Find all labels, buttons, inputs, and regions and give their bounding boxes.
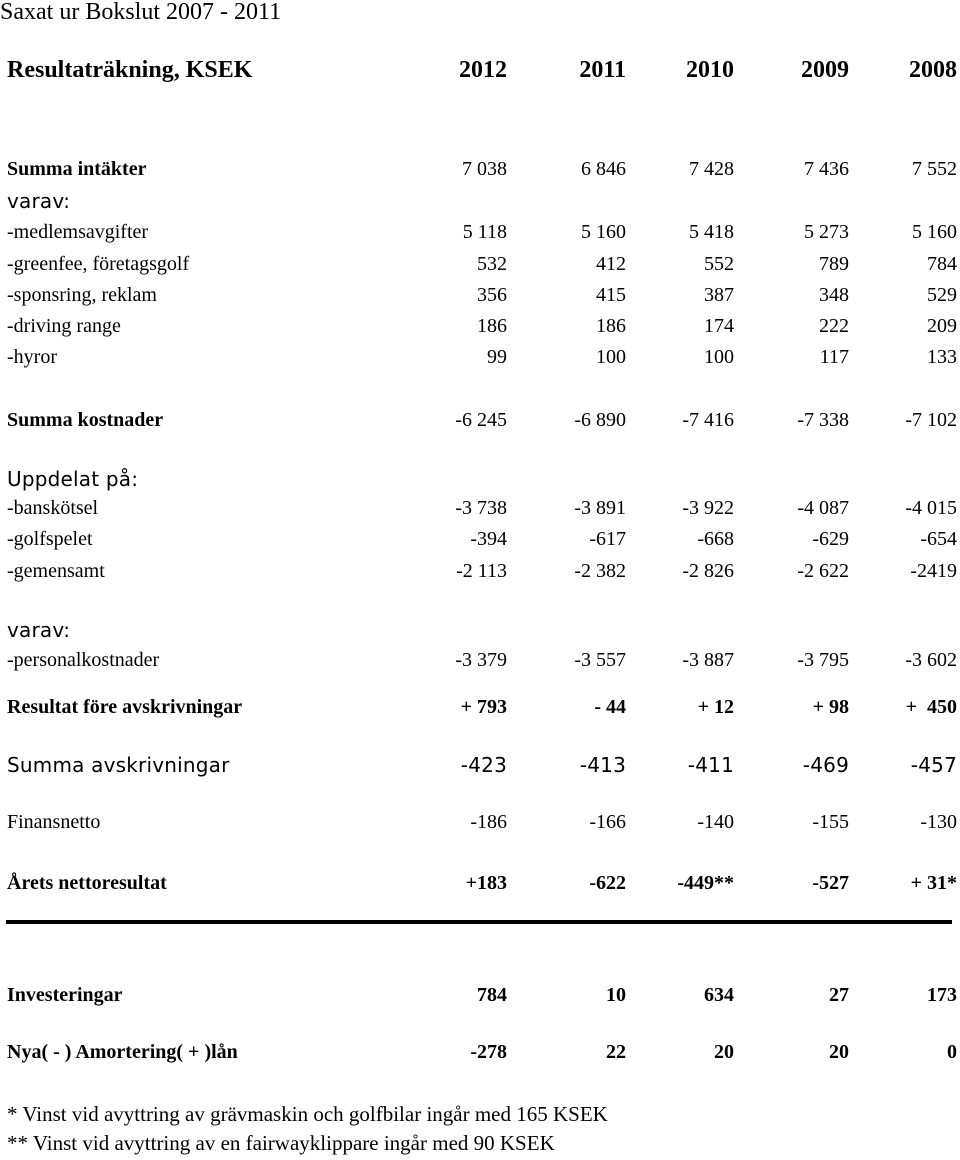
- cell-value: 529: [927, 284, 957, 306]
- cell-value: 117: [819, 346, 849, 368]
- row-label: -personalkostnader: [7, 649, 160, 671]
- footnote: * Vinst vid avyttring av grävmaskin och golfbilar ingår med 165 KSEK: [7, 1102, 608, 1126]
- row-label: varav:: [7, 189, 71, 213]
- row-label: varav:: [7, 618, 71, 642]
- year-header: 2010: [686, 57, 734, 83]
- cell-value: 5 273: [804, 221, 849, 243]
- cell-value: 415: [596, 284, 626, 306]
- row-label: -banskötsel: [7, 497, 99, 519]
- cell-value: 5 118: [462, 221, 507, 243]
- cell-value: 7 436: [804, 158, 849, 180]
- row-label: Årets nettoresultat: [7, 872, 167, 894]
- cell-value: + 450: [905, 696, 957, 718]
- cell-value: -4 087: [797, 497, 849, 519]
- cell-value: 5 160: [581, 221, 626, 243]
- table-row: [0, 751, 960, 779]
- cell-value: 552: [704, 253, 734, 275]
- table-header-label: Resultaträkning, KSEK: [7, 57, 253, 83]
- cell-value: -3 887: [682, 649, 734, 671]
- cell-value: 100: [704, 346, 734, 368]
- cell-value: 634: [704, 984, 734, 1006]
- cell-value: -423: [460, 753, 507, 777]
- table-row: [0, 187, 960, 215]
- cell-value: -413: [579, 753, 626, 777]
- cell-value: 784: [927, 253, 957, 275]
- year-header: 2012: [459, 57, 507, 83]
- cell-value: 20: [829, 1041, 849, 1063]
- cell-value: -617: [589, 528, 626, 550]
- row-label: Resultat före avskrivningar: [7, 696, 243, 718]
- table-row: [0, 343, 960, 371]
- cell-value: 5 160: [912, 221, 957, 243]
- cell-value: 412: [596, 253, 626, 275]
- cell-value: 186: [596, 315, 626, 337]
- row-label: -driving range: [7, 315, 121, 337]
- cell-value: 222: [819, 315, 849, 337]
- cell-value: -3 602: [905, 649, 957, 671]
- year-header: 2008: [909, 57, 957, 83]
- cell-value: -140: [697, 811, 734, 833]
- cell-value: +183: [465, 872, 507, 894]
- table-row: [0, 281, 960, 309]
- cell-value: -622: [589, 872, 626, 894]
- row-label: Uppdelat på:: [7, 467, 139, 491]
- cell-value: -2419: [910, 560, 957, 582]
- table-row: [0, 312, 960, 340]
- cell-value: 348: [819, 284, 849, 306]
- cell-value: 100: [596, 346, 626, 368]
- cell-value: 133: [927, 346, 957, 368]
- cell-value: -2 622: [797, 560, 849, 582]
- table-row: [0, 616, 960, 644]
- cell-value: + 12: [697, 696, 734, 718]
- table-row: [0, 465, 960, 493]
- cell-value: -7 416: [682, 409, 734, 431]
- cell-value: -2 826: [682, 560, 734, 582]
- footnote: ** Vinst vid avyttring av en fairwayklippare ingår med 90 KSEK: [7, 1131, 555, 1155]
- cell-value: 789: [819, 253, 849, 275]
- cell-value: + 98: [812, 696, 849, 718]
- cell-value: 209: [927, 315, 957, 337]
- cell-value: -668: [697, 528, 734, 550]
- row-label: Summa avskrivningar: [7, 753, 230, 777]
- cell-value: -527: [812, 872, 849, 894]
- row-label: Nya( - ) Amortering( + )lån: [7, 1041, 238, 1063]
- cell-value: -7 338: [797, 409, 849, 431]
- cell-value: 7 552: [912, 158, 957, 180]
- cell-value: 387: [704, 284, 734, 306]
- cell-value: -629: [812, 528, 849, 550]
- cell-value: - 44: [594, 696, 626, 718]
- cell-value: -654: [920, 528, 957, 550]
- cell-value: -411: [687, 753, 734, 777]
- table-row: [0, 406, 960, 434]
- row-label: -golfspelet: [7, 528, 93, 550]
- cell-value: -3 738: [455, 497, 507, 519]
- table-row: [0, 494, 960, 522]
- row-label: -greenfee, företagsgolf: [7, 253, 190, 275]
- cell-value: 356: [477, 284, 507, 306]
- cell-value: -3 891: [574, 497, 626, 519]
- cell-value: 532: [477, 253, 507, 275]
- table-row: [0, 808, 960, 836]
- cell-value: 784: [477, 984, 507, 1006]
- cell-value: 186: [477, 315, 507, 337]
- cell-value: -7 102: [905, 409, 957, 431]
- cell-value: 27: [829, 984, 849, 1006]
- cell-value: 174: [704, 315, 734, 337]
- cell-value: -3 922: [682, 497, 734, 519]
- cell-value: -166: [589, 811, 626, 833]
- cell-value: -6 245: [455, 409, 507, 431]
- row-label: Investeringar: [7, 984, 123, 1006]
- cell-value: -278: [470, 1041, 507, 1063]
- cell-value: -469: [802, 753, 849, 777]
- table-row: [0, 981, 960, 1009]
- table-row: [0, 250, 960, 278]
- cell-value: -457: [910, 753, 957, 777]
- row-label: -sponsring, reklam: [7, 284, 157, 306]
- cell-value: -449**: [677, 872, 734, 894]
- table-row: [0, 1038, 960, 1066]
- cell-value: 0: [947, 1041, 957, 1063]
- row-label: -gemensamt: [7, 560, 105, 582]
- cell-value: -186: [470, 811, 507, 833]
- row-label: -hyror: [7, 346, 57, 368]
- cell-value: 20: [714, 1041, 734, 1063]
- cell-value: + 793: [460, 696, 507, 718]
- cell-value: 7 038: [462, 158, 507, 180]
- table-row: [0, 646, 960, 674]
- table-row: [0, 693, 960, 721]
- year-header: 2011: [579, 57, 626, 83]
- cell-value: -2 113: [456, 560, 507, 582]
- cell-value: -4 015: [905, 497, 957, 519]
- year-header: 2009: [801, 57, 849, 83]
- cell-value: -6 890: [574, 409, 626, 431]
- table-header-row: [0, 56, 960, 84]
- cell-value: 10: [606, 984, 626, 1006]
- cell-value: -3 795: [797, 649, 849, 671]
- table-row: [0, 557, 960, 585]
- cell-value: 5 418: [689, 221, 734, 243]
- cell-value: -155: [812, 811, 849, 833]
- cell-value: -3 379: [455, 649, 507, 671]
- row-label: Summa kostnader: [7, 409, 164, 431]
- cell-value: -394: [470, 528, 507, 550]
- row-label: Finansnetto: [7, 811, 101, 833]
- table-row: [0, 869, 960, 897]
- cell-value: 22: [606, 1041, 626, 1063]
- cell-value: -2 382: [574, 560, 626, 582]
- separator-rule: [6, 920, 952, 924]
- document-title: Saxat ur Bokslut 2007 - 2011: [0, 0, 282, 25]
- cell-value: 99: [487, 346, 507, 368]
- table-row: [0, 525, 960, 553]
- cell-value: 7 428: [689, 158, 734, 180]
- cell-value: 173: [927, 984, 957, 1006]
- cell-value: -130: [920, 811, 957, 833]
- table-row: [0, 218, 960, 246]
- row-label: Summa intäkter: [7, 158, 147, 180]
- row-label: -medlemsavgifter: [7, 221, 149, 243]
- cell-value: + 31*: [910, 872, 957, 894]
- cell-value: -3 557: [574, 649, 626, 671]
- cell-value: 6 846: [581, 158, 626, 180]
- table-row: [0, 155, 960, 183]
